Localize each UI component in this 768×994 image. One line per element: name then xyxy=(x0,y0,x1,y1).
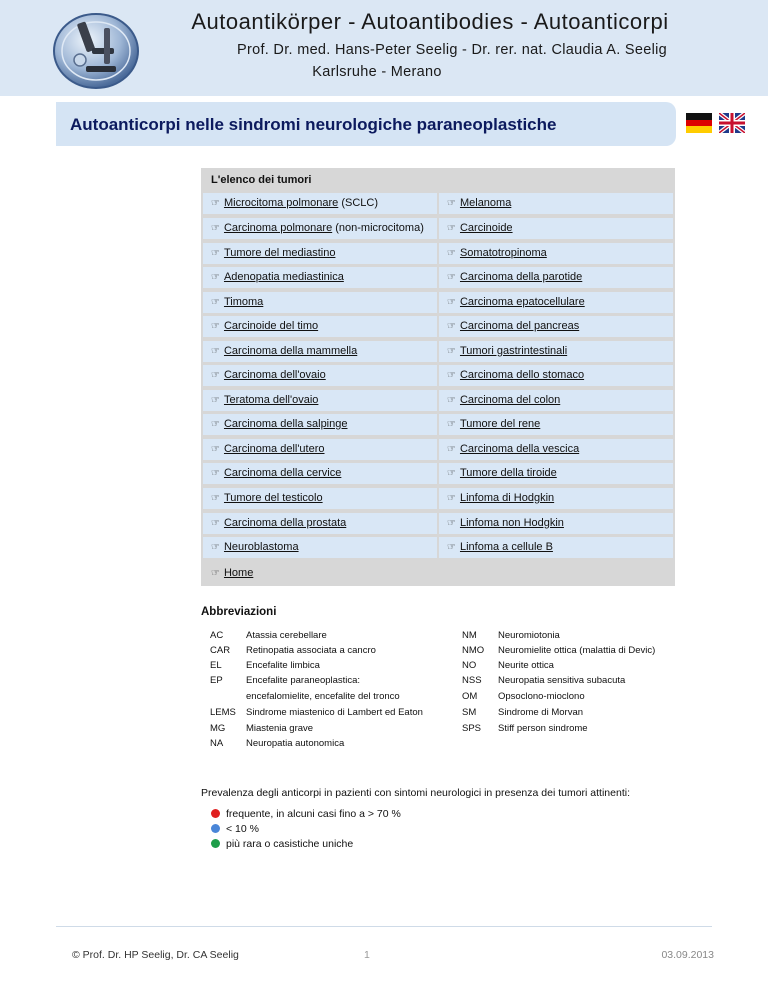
tumor-link[interactable]: Tumore del mediastino xyxy=(223,247,336,259)
tumor-link[interactable]: Tumore del rene xyxy=(459,418,541,430)
list-item xyxy=(439,365,673,386)
footer-page-number: 1 xyxy=(364,949,370,961)
header-location: Karlsruhe - Merano xyxy=(312,64,442,80)
tumor-link[interactable]: Microcitoma polmonare xyxy=(223,197,339,209)
uk-flag-icon[interactable] xyxy=(719,113,745,133)
legend-item: frequente, in alcuni casi fino a > 70 % xyxy=(211,807,401,821)
header-title: Autoantikörper - Autoantibodies - Autoanticorpi xyxy=(191,9,669,34)
pointing-hand-icon: ☞ xyxy=(211,518,220,529)
pointing-hand-icon: ☞ xyxy=(211,444,220,455)
pointing-hand-icon: ☞ xyxy=(211,419,220,430)
list-item xyxy=(203,243,437,264)
tumor-link[interactable]: Carcinoma polmonare xyxy=(223,222,333,234)
pointing-hand-icon: ☞ xyxy=(211,568,220,579)
list-item xyxy=(203,513,437,534)
blue-dot-icon xyxy=(211,824,220,833)
tumor-link[interactable]: Carcinoma dello stomaco xyxy=(459,369,585,381)
legend-item: < 10 % xyxy=(211,822,259,836)
pointing-hand-icon: ☞ xyxy=(211,493,220,504)
tumor-link[interactable]: Tumori gastrintestinali xyxy=(459,345,568,357)
pointing-hand-icon: ☞ xyxy=(211,248,220,259)
list-item xyxy=(203,390,437,411)
list-item xyxy=(439,316,673,337)
tumor-link[interactable]: Carcinoide del timo xyxy=(223,320,319,332)
header-authors: Prof. Dr. med. Hans-Peter Seelig - Dr. rer. nat. Claudia A. Seelig xyxy=(236,42,667,58)
list-item xyxy=(439,243,673,264)
list-item xyxy=(203,267,437,288)
list-item xyxy=(439,414,673,435)
list-item xyxy=(203,414,437,435)
list-item xyxy=(439,439,673,460)
tumor-link[interactable]: Carcinoma del colon xyxy=(459,394,561,406)
tumor-link[interactable]: Tumore del testicolo xyxy=(223,492,323,504)
pointing-hand-icon: ☞ xyxy=(211,223,220,234)
pointing-hand-icon: ☞ xyxy=(211,272,220,283)
tumor-link[interactable]: Adenopatia mediastinica xyxy=(223,271,344,283)
pointing-hand-icon: ☞ xyxy=(447,346,456,357)
home-link[interactable]: Home xyxy=(223,567,254,579)
pointing-hand-icon: ☞ xyxy=(447,370,456,381)
list-item xyxy=(203,341,437,362)
tumor-link[interactable]: Carcinoma della cervice xyxy=(223,467,342,479)
pointing-hand-icon: ☞ xyxy=(211,542,220,553)
pointing-hand-icon: ☞ xyxy=(447,468,456,479)
abbreviations-heading: Abbreviazioni xyxy=(201,606,277,618)
german-flag-icon[interactable] xyxy=(686,113,712,133)
list-item: ☞ Carcinoma polmonare (non-microcitoma) xyxy=(203,218,437,239)
pointing-hand-icon: ☞ xyxy=(211,468,220,479)
list-item xyxy=(439,341,673,362)
tumor-link[interactable]: Carcinoma della prostata xyxy=(223,517,347,529)
page-title: Autoanticorpi nelle sindromi neurologiche paraneoplastiche xyxy=(70,115,557,134)
list-item xyxy=(439,537,673,558)
list-item xyxy=(439,193,673,214)
list-item xyxy=(203,316,437,337)
pointing-hand-icon: ☞ xyxy=(211,395,220,406)
tumor-link[interactable]: Timoma xyxy=(223,296,264,308)
tumor-link[interactable]: Linfoma di Hodgkin xyxy=(459,492,555,504)
pointing-hand-icon: ☞ xyxy=(447,493,456,504)
tumor-link[interactable]: Carcinoma della parotide xyxy=(459,271,583,283)
tumor-link[interactable]: Carcinoma del pancreas xyxy=(459,320,580,332)
tumor-link[interactable]: Carcinoma dell'utero xyxy=(223,443,325,455)
pointing-hand-icon: ☞ xyxy=(447,444,456,455)
pointing-hand-icon: ☞ xyxy=(447,419,456,430)
legend-item: più rara o casistiche uniche xyxy=(211,837,353,851)
tumor-link[interactable]: Carcinoide xyxy=(459,222,513,234)
pointing-hand-icon: ☞ xyxy=(211,297,220,308)
list-item xyxy=(439,218,673,239)
tumor-link[interactable]: Somatotropinoma xyxy=(459,247,547,259)
list-item xyxy=(203,439,437,460)
list-item xyxy=(203,488,437,509)
list-item xyxy=(439,390,673,411)
tumor-link[interactable]: Carcinoma dell'ovaio xyxy=(223,369,326,381)
tumor-list-heading: L'elenco dei tumori xyxy=(211,174,312,186)
pointing-hand-icon: ☞ xyxy=(211,346,220,357)
tumor-link[interactable]: Linfoma non Hodgkin xyxy=(459,517,564,529)
prevalence-text: Prevalenza degli anticorpi in pazienti con sintomi neurologici in presenza dei tumori attinenti: xyxy=(201,787,630,799)
pointing-hand-icon: ☞ xyxy=(211,321,220,332)
list-item xyxy=(203,537,437,558)
list-item xyxy=(203,365,437,386)
list-item xyxy=(203,463,437,484)
pointing-hand-icon: ☞ xyxy=(447,272,456,283)
tumor-link[interactable]: Teratoma dell'ovaio xyxy=(223,394,319,406)
pointing-hand-icon: ☞ xyxy=(447,395,456,406)
list-item xyxy=(439,488,673,509)
list-item xyxy=(439,463,673,484)
pointing-hand-icon: ☞ xyxy=(447,198,456,209)
footer-date: 03.09.2013 xyxy=(661,949,714,961)
pointing-hand-icon: ☞ xyxy=(211,198,220,209)
tumor-link[interactable]: Linfoma a cellule B xyxy=(459,541,553,553)
pointing-hand-icon: ☞ xyxy=(447,542,456,553)
list-item: ☞ Microcitoma polmonare (SCLC) xyxy=(203,193,437,214)
pointing-hand-icon: ☞ xyxy=(211,370,220,381)
tumor-link[interactable]: Carcinoma della mammella xyxy=(223,345,358,357)
pointing-hand-icon: ☞ xyxy=(447,518,456,529)
footer-divider xyxy=(56,926,712,927)
list-item xyxy=(439,267,673,288)
list-item xyxy=(439,513,673,534)
green-dot-icon xyxy=(211,839,220,848)
tumor-link[interactable]: Tumore della tiroide xyxy=(459,467,557,479)
footer-copyright: © Prof. Dr. HP Seelig, Dr. CA Seelig xyxy=(72,949,239,961)
tumor-link[interactable]: Melanoma xyxy=(459,197,512,209)
pointing-hand-icon: ☞ xyxy=(447,297,456,308)
pointing-hand-icon: ☞ xyxy=(447,248,456,259)
red-dot-icon xyxy=(211,809,220,818)
list-item xyxy=(439,292,673,313)
pointing-hand-icon: ☞ xyxy=(447,223,456,234)
pointing-hand-icon: ☞ xyxy=(447,321,456,332)
tumor-link[interactable]: Carcinoma della vescica xyxy=(459,443,580,455)
tumor-link[interactable]: Carcinoma della salpinge xyxy=(223,418,348,430)
tumor-link[interactable]: Carcinoma epatocellulare xyxy=(459,296,585,308)
tumor-link[interactable]: Neuroblastoma xyxy=(223,541,299,553)
home-row xyxy=(211,566,253,581)
list-item xyxy=(203,292,437,313)
